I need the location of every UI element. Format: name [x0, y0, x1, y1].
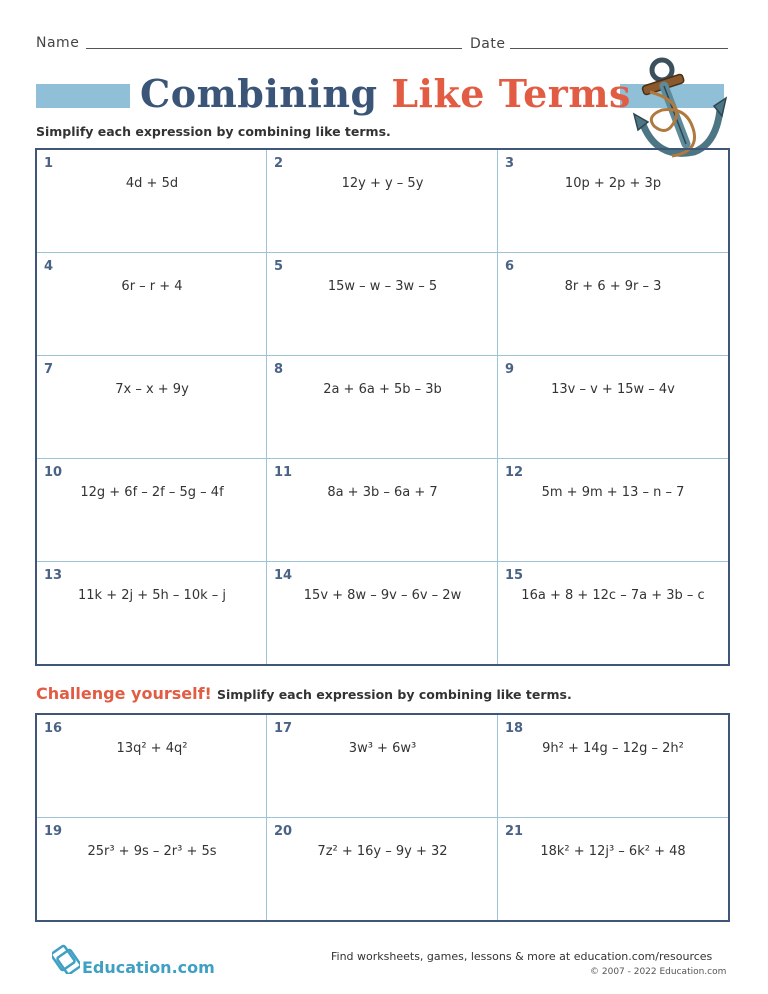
problem-cell[interactable] [267, 150, 498, 253]
problem-expression: 12y + y – 5y [341, 176, 424, 191]
problem-cell[interactable] [267, 459, 498, 562]
problem-cell[interactable] [498, 150, 728, 253]
problem-cell[interactable] [37, 818, 267, 920]
problem-number: 12 [505, 465, 524, 480]
problem-cell[interactable] [37, 253, 267, 356]
problem-number: 17 [274, 721, 293, 736]
problem-expression: 6r – r + 4 [121, 279, 183, 294]
problem-expression: 8r + 6 + 9r – 3 [564, 279, 662, 294]
title-part-1: Combining [140, 71, 378, 116]
challenge-heading [36, 684, 572, 703]
problem-expression: 18k² + 12j³ – 6k² + 48 [540, 844, 686, 859]
challenge-instructions: Simplify each expression by combining like terms. [216, 687, 572, 702]
problem-expression: 7x – x + 9y [115, 382, 189, 397]
problem-expression: 9h² + 14g – 12g – 2h² [542, 741, 684, 756]
problem-number: 21 [505, 824, 524, 839]
page-title [140, 71, 631, 116]
problem-cell[interactable] [498, 459, 728, 562]
problem-number: 7 [44, 362, 54, 377]
problem-expression: 15w – w – 3w – 5 [327, 279, 438, 294]
problem-number: 3 [505, 156, 515, 171]
problem-cell[interactable] [498, 562, 728, 664]
problem-number: 14 [274, 568, 293, 583]
problem-cell[interactable] [267, 562, 498, 664]
problem-expression: 15v + 8w – 9v – 6v – 2w [303, 588, 462, 603]
problem-number: 10 [44, 465, 63, 480]
problem-expression: 2a + 6a + 5b – 3b [323, 382, 442, 397]
problem-number: 18 [505, 721, 524, 736]
footer-tagline: Find worksheets, games, lessons & more at education.com/resources [331, 950, 713, 963]
problem-cell[interactable] [267, 253, 498, 356]
problem-cell[interactable] [37, 150, 267, 253]
problem-expression: 4d + 5d [125, 176, 179, 191]
title-part-2: Like Terms [391, 71, 631, 116]
problem-expression: 7z² + 16y – 9y + 32 [317, 844, 448, 859]
education-logo[interactable]: Education.com [82, 958, 215, 977]
problem-expression: 12g + 6f – 2f – 5g – 4f [80, 485, 224, 500]
problem-expression: 25r³ + 9s – 2r³ + 5s [87, 844, 217, 859]
problem-cell[interactable] [267, 356, 498, 459]
problem-expression: 8a + 3b – 6a + 7 [327, 485, 438, 500]
problem-number: 13 [44, 568, 63, 583]
problem-expression: 13q² + 4q² [116, 741, 188, 756]
challenge-label: Challenge yourself! [36, 684, 212, 703]
problem-cell[interactable] [498, 715, 728, 818]
problem-number: 4 [44, 259, 54, 274]
problem-number: 6 [505, 259, 515, 274]
problem-cell[interactable] [37, 562, 267, 664]
problem-number: 20 [274, 824, 293, 839]
problem-cell[interactable] [37, 356, 267, 459]
problem-grid [35, 148, 730, 666]
challenge-grid [35, 713, 730, 922]
problem-expression: 13v – v + 15w – 4v [551, 382, 675, 397]
problem-number: 1 [44, 156, 54, 171]
problem-expression: 11k + 2j + 5h – 10k – j [78, 588, 226, 603]
problem-cell[interactable] [498, 356, 728, 459]
problem-number: 5 [274, 259, 284, 274]
problem-expression: 16a + 8 + 12c – 7a + 3b – c [521, 588, 705, 603]
problem-expression: 5m + 9m + 13 – n – 7 [541, 485, 685, 500]
problem-number: 16 [44, 721, 63, 736]
problem-number: 15 [505, 568, 524, 583]
problem-cell[interactable] [37, 715, 267, 818]
education-logo-icon [52, 944, 80, 974]
problem-expression: 3w³ + 6w³ [348, 741, 417, 756]
problem-cell[interactable] [498, 818, 728, 920]
problem-cell[interactable] [37, 459, 267, 562]
title-stripe-left [36, 84, 130, 108]
problem-cell[interactable] [267, 818, 498, 920]
name-field[interactable] [86, 48, 462, 49]
date-label: Date [470, 36, 506, 52]
problem-number: 11 [274, 465, 293, 480]
problem-cell[interactable] [498, 253, 728, 356]
problem-expression: 10p + 2p + 3p [564, 176, 662, 191]
problem-number: 2 [274, 156, 284, 171]
instructions: Simplify each expression by combining like terms. [36, 124, 391, 139]
problem-cell[interactable] [267, 715, 498, 818]
name-label: Name [36, 35, 80, 51]
problem-number: 19 [44, 824, 63, 839]
problem-number: 9 [505, 362, 515, 377]
copyright: © 2007 - 2022 Education.com [590, 967, 727, 977]
date-field[interactable] [510, 48, 728, 49]
problem-number: 8 [274, 362, 284, 377]
